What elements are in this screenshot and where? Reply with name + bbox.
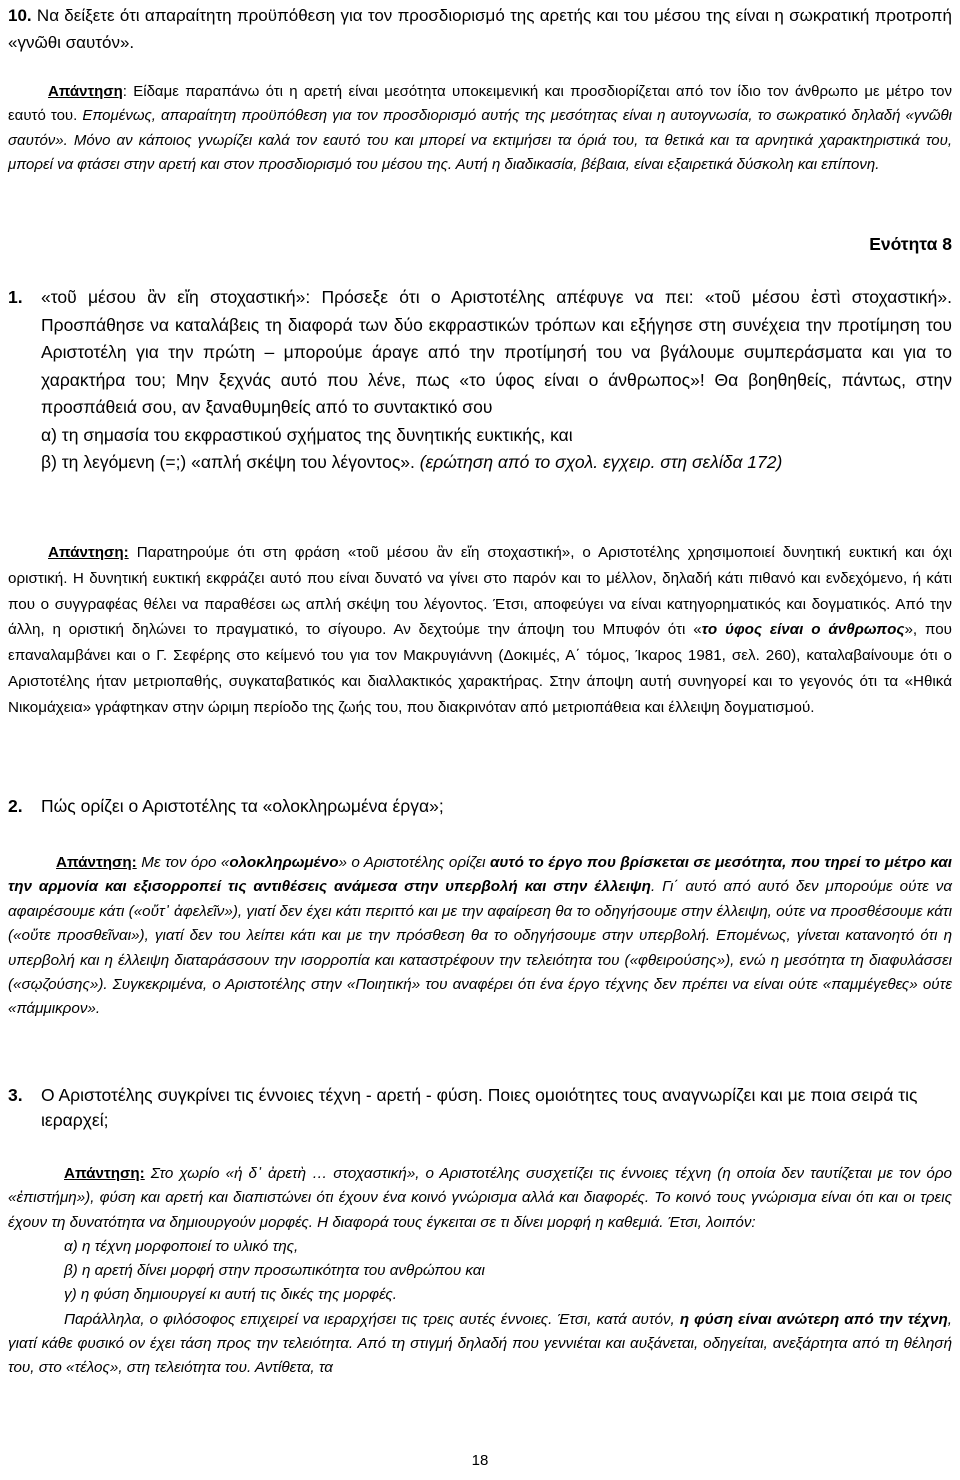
page-number: 18 xyxy=(471,1452,489,1469)
question-10 xyxy=(8,2,952,56)
answer-text: Παρατηρούμε ότι στη φράση «τοῦ μέσου ἂν εἴη στοχαστική», ο Αριστοτέλης χρησιμοποιεί δυνητική ευκτική και όχι οριστική. Η δυνητική ευκτική εκφράζει αυτό που είναι δυνατό να γίνει στο παρόν και το μέλλον, δηλαδή κάτι πιθανό και ενδεχόμενο, ή κάτι που ο συγγραφέας θέλει να παραθέσει ως απλή σκέψη του λέγοντος. Έτσι, αποφεύγει να είναι κατηγορηματικός και δογματικός. Από την άλλη, η οριστική δηλώνει το πραγματικό, το σίγουρο. Αν δεχτούμε την άποψη του Μπυφόν ότι « xyxy=(8,544,952,639)
answer-label: Απάντηση: xyxy=(56,854,137,871)
answer-text: Παράλληλα, ο φιλόσοφος επιχειρεί να ιεραρχήσει τις τρεις αυτές έννοιες. Έτσι, κατά αυτόν, xyxy=(64,1310,680,1328)
answer-list-item-a: α) η τέχνη μορφοποιεί το υλικό της, xyxy=(64,1237,299,1255)
answer-paragraph-2 xyxy=(8,1308,952,1381)
question-text: Πώς ορίζει ο Αριστοτέλης τα «ολοκληρωμένα έργα»; xyxy=(41,796,444,816)
question-text: «τοῦ μέσου ἂν εἴη στοχαστική»: Πρόσεξε ότι ο Αριστοτέλης απέφυγε να πει: «τοῦ μέσου ἐστὶ στοχαστική». Προσπάθησε να καταλάβεις τη διαφορά των δύο εκφραστικών τρόπων και εξήγησε στη συνέχεια την προτίμηση του Αριστοτέλη για την πρώτη – μπορούμε άραγε από την προτίμησή του να βγάλουμε συμπεράσματα και για το χαρακτήρα του; Μην ξεχνάς αυτό που λένε, πως «το ύφος είναι ο άνθρωπος»! Θα βοηθηθείς, πάντως, στην προσπάθειά σου, αν ξαναθυμηθείς από το συντακτικό σου xyxy=(41,287,952,417)
question-number: 10. xyxy=(8,6,32,25)
answer-emphasis: το ύφος είναι ο άνθρωπος xyxy=(701,621,905,639)
answer-label: Απάντηση xyxy=(48,83,123,100)
question-number: 1. xyxy=(8,287,23,307)
answer-list-item-b: β) η αρετή δίνει μορφή στην προσωπικότητα του ανθρώπου και xyxy=(64,1262,485,1280)
question-source-note: (ερώτηση από το σχολ. εγχειρ. στη σελίδα 172) xyxy=(419,452,783,472)
section-heading: Ενότητα 8 xyxy=(869,234,952,254)
question-1 xyxy=(8,284,952,477)
answer-label: Απάντηση: xyxy=(64,1165,145,1182)
question-2 xyxy=(8,796,952,817)
answer-label: Απάντηση: xyxy=(48,544,129,561)
question-item-b: β) τη λεγόμενη (=;) «απλή σκέψη του λέγοντος». xyxy=(41,452,415,472)
answer-text: , γιατί κάθε φυσικό ον έχει τάση προς την τελειότητα. Από τη στιγμή δηλαδή που γεννιέται και αυξάνεται, οδηγείται, ανεξάρτητα από τη θέλησή του, στο «τέλος», στη τελειότητα του. Αντίθετα, τα xyxy=(8,1310,952,1377)
answer-text: . Γι΄ αυτό από αυτό δεν μπορούμε ούτε να αφαιρέσουμε κάτι («οὔτ᾽ ἀφελεῖν»), γιατί δεν έχει κάτι περιττό και με την αφαίρεση θα το οδηγήσουμε στην έλλειψη, ούτε να προσθέσουμε κάτι («οὔτε προσθεῖναι»), γιατί δεν του λείπει κάτι και με την πρόσθεση θα το οδηγήσουμε στην υπερβολή. Επομένως, γίνεται κατανοητό ότι η υπερβολή και η έλλειψη διαταράσσουν την ισορροπία και καταστρέφουν την τελειότητα του («φθειρούσης»), ενώ η μεσότητα τη διαφυλάσσει («σῳζούσης»). Συγκεκριμένα, ο Αριστοτέλης στην «Ποιητική» του αναφέρει ότι ένα έργο τέχνης δεν πρέπει να είναι ούτε «παμμέγεθες» ούτε «πάμμικρον». xyxy=(8,878,953,1018)
answer-text: Με τον όρο « xyxy=(136,854,230,871)
answer-emphasis: αυτό το έργο που βρίσκεται σε μεσότητα, που τηρεί το μέτρο και την αρμονία και εξισορροπεί τις αντιθέσεις ανάμεσα στην υπερβολή και στην έλλειψη xyxy=(8,854,952,896)
answer-emphasis: ολοκληρωμένο xyxy=(229,854,339,871)
answer-emphasis: η φύση είναι ανώτερη από την τέχνη xyxy=(679,1310,948,1328)
question-3 xyxy=(8,1083,952,1133)
answer-3 xyxy=(8,1162,952,1381)
answer-10 xyxy=(8,80,952,177)
answer-text: Στο χωρίο «ἡ δ᾽ ἀρετὴ … στοχαστική», ο Αριστοτέλης συσχετίζει τις έννοιες τέχνη (η οποία δεν ταυτίζεται με τον όρο «ἐπιστήμη»), φύση και αρετή και διαπιστώνει ότι έχουν ένα κοινό γνώρισμα αλλά και διαφορές. Το κοινό τους γνώρισμα είναι ότι και οι τρεις έχουν τη δυνατότητα να δημιουργούν μορφές. Η διαφορά τους έγκειται σε τι δίνει μορφή η καθεμιά. Έτσι, λοιπόν: xyxy=(8,1165,952,1231)
answer-list-item-c: γ) η φύση δημιουργεί κι αυτή τις δικές της μορφές. xyxy=(64,1286,397,1304)
answer-text: : Είδαμε παραπάνω ότι η αρετή είναι μεσότητα υποκειμενική και προσδιορίζεται από τον ίδιο τον άνθρωπο με μέτρο τον εαυτό του. xyxy=(8,83,952,125)
answer-1 xyxy=(8,540,952,721)
question-text: Να δείξετε ότι απαραίτητη προϋπόθεση για τον προσδιορισμό της αρετής και του μέσου της είναι η σωκρατική προτροπή «γνῶθι σαυτόν». xyxy=(8,6,952,52)
answer-text-italic: Επομένως, απαραίτητη προϋπόθεση για τον προσδιορισμό αυτής της μεσότητας είναι η αυτογνωσία, το σωκρατικό δηλαδή «γνῶθι σαυτόν». Μόνο αν κάποιος γνωρίζει καλά τον εαυτό του και μπορεί να εκτιμήσει τα όριά του, τα θετικά και τα αρνητικά χαρακτηριστικά του, μπορεί να φτάσει στην αρετή και στον προσδιορισμό του μέσου της. Αυτή η διαδικασία, βέβαια, είναι εξαιρετικά δύσκολη και επίπονη. xyxy=(8,107,952,173)
answer-text: », που επαναλαμβάνει και ο Γ. Σεφέρης στο κείμενό του για τον Μακρυγιάννη (Δοκιμές, Α΄ τόμος, Ίκαρος 1981, σελ. 260), καταλαβαίνουμε ότι ο Αριστοτέλης ήταν μετριοπαθής, συγκαταβατικός και διαλλακτικός χαρακτήρας. Στην άποψη αυτή συνηγορεί και το γεγονός ότι τα «Ηθικά Νικομάχεια» γράφτηκαν στην ώριμη περίοδο της ζωής του, που διακρινόταν από μετριοπάθεια και έλλειψη δογματισμού. xyxy=(8,621,952,716)
answer-text: » ο Αριστοτέλης ορίζει xyxy=(338,854,490,871)
answer-2 xyxy=(8,851,952,1022)
question-number: 3. xyxy=(8,1085,23,1105)
question-text: Ο Αριστοτέλης συγκρίνει τις έννοιες τέχνη - αρετή - φύση. Ποιες ομοιότητες τους αναγνωρίζει και με ποια σειρά τις ιεραρχεί; xyxy=(41,1085,918,1130)
question-number: 2. xyxy=(8,796,23,816)
question-item-a: α) τη σημασία του εκφραστικού σχήματος της δυνητικής ευκτικής, και xyxy=(41,424,573,445)
